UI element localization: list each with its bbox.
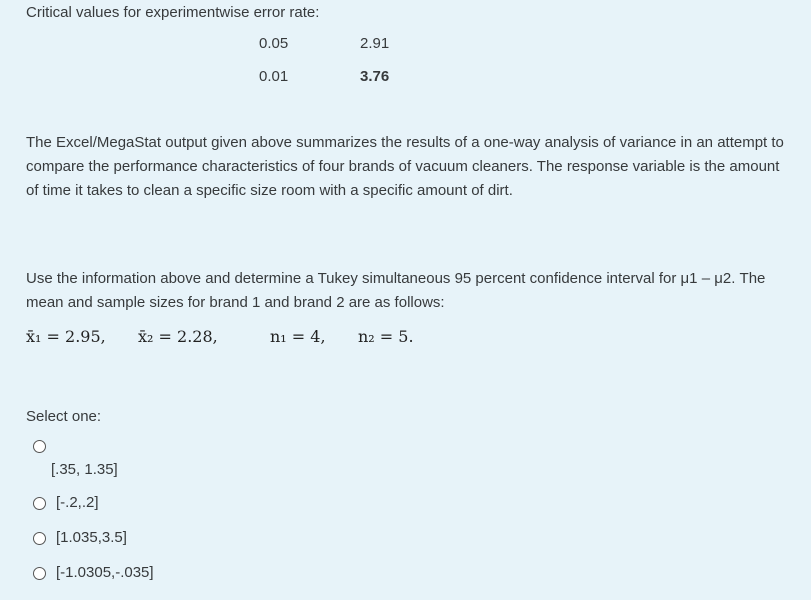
critical-values-title: Critical values for experimentwise error rate:	[26, 4, 320, 21]
mean-x2: x̄₂ = 2.28,	[138, 327, 218, 346]
question-description: The Excel/MegaStat output given above summarizes the results of a one-way analysis of variance in an attempt to compare the performance characteristics of four brands of vacuum cleaners. The response variable is the amount of time it takes to clean a specific size room with a specific amount of dirt.	[26, 134, 784, 199]
answer-option-4-label[interactable]: [-1.0305,-.035]	[56, 564, 154, 581]
answer-option-1-radio[interactable]	[33, 440, 46, 453]
answer-option-1-label[interactable]: [.35, 1.35]	[51, 461, 118, 478]
critical-row-2	[0, 65, 811, 89]
answer-option-2-radio[interactable]	[33, 497, 46, 510]
answer-option-3-radio[interactable]	[33, 532, 46, 545]
answer-option-3-label[interactable]: [1.035,3.5]	[56, 529, 127, 546]
mean-x1: x̄₁ = 2.95,	[26, 327, 106, 346]
critical-row-1	[0, 32, 811, 56]
sample-size-n1: n₁ = 4,	[270, 327, 326, 346]
critical-alpha: 0.01	[259, 68, 289, 85]
critical-value: 3.76	[360, 68, 390, 85]
question-instructions: Use the information above and determine a Tukey simultaneous 95 percent confidence interval for μ1 – μ2. The mean and sample sizes for brand 1 and brand 2 are as follows:	[26, 270, 766, 311]
answer-option-2-label[interactable]: [-.2,.2]	[56, 494, 99, 511]
critical-alpha: 0.05	[259, 35, 289, 52]
critical-value: 2.91	[360, 35, 390, 52]
answer-option-4-radio[interactable]	[33, 567, 46, 580]
sample-size-n2: n₂ = 5.	[358, 327, 414, 346]
select-one-prompt: Select one:	[26, 408, 102, 425]
